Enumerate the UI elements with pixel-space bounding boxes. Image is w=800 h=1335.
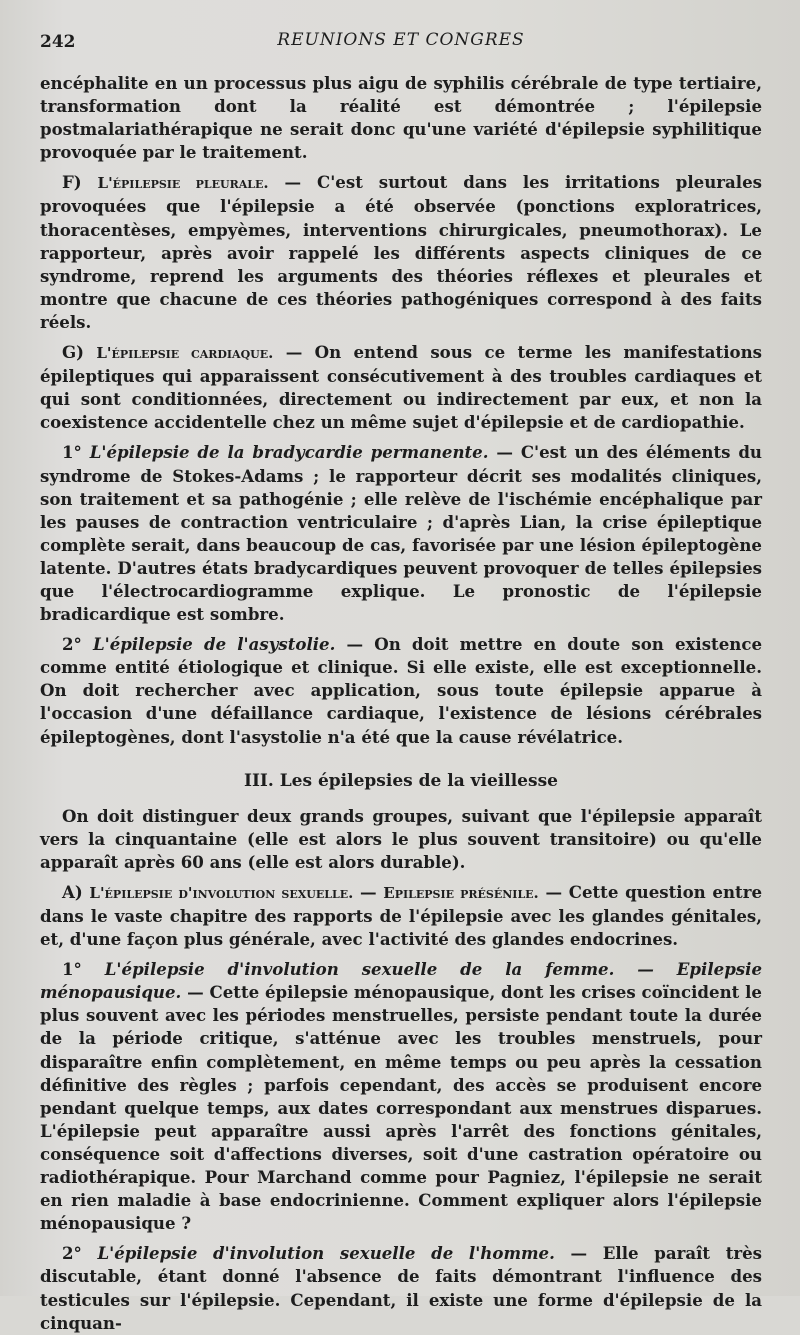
- item-title-secondary: Epilepsie présénile.: [383, 883, 539, 902]
- item-letter: F): [62, 172, 98, 193]
- item-text: — C'est un des éléments du syndrome de Stokes-Adams ; le rapporteur décrit ses modalités cliniques, son traitement et sa pathogénie ; elle relève de l'ischémie encéphalique par les pauses de contraction ventriculaire ; d'après Lian, la crise épileptique complète serait, dans beaucoup de cas, favorisée par une lésion épileptogène latente. D'autres états bradycardiques peuvent provoquer de telles épilepsies que l'électrocardiogramme explique. Le pronostic de l'épilepsie bradicardique est sombre.: [40, 442, 762, 625]
- item-title: L'épilepsie de l'asystolie.: [92, 634, 336, 655]
- item-title: L'épilepsie d'involution sexuelle de l'homme.: [97, 1243, 555, 1264]
- paragraph-female-involution: [40, 958, 762, 1235]
- paragraph-bradycardia: [40, 441, 762, 626]
- item-text: — Elle paraît très discutable, étant donné l'absence de faits démontrant l'influence des testicules sur l'épilepsie. Cependant, il existe une forme d'épilepsie de la cinquan-: [40, 1243, 762, 1333]
- running-title: REUNIONS ET CONGRES: [277, 30, 525, 50]
- paragraph-section-intro: On doit distinguer deux grands groupes, suivant que l'épilepsie apparaît vers la cinquantaine (elle est alors le plus souvent transitoire) ou qu'elle apparaît après 60 ans (elle est alors durable).: [40, 805, 762, 872]
- item-text: — On doit mettre en doute son existence comme entité étiologique et clinique. Si elle existe, elle est exceptionnelle. On doit rechercher avec application, sous toute épilepsie apparue à l'occasion d'une défaillance cardiaque, l'existence de lésions cérébrales épileptogènes, dont l'asystolie n'a été que la cause révélatrice.: [40, 634, 763, 747]
- item-title: L'épilepsie cardiaque.: [96, 344, 274, 363]
- item-text: — On entend sous ce terme les manifestations épileptiques qui apparaissent consécutivement à des troubles cardiaques et qui sont conditionnées, directement ou indirectement par eux, et non la coexistence accidentelle chez un même sujet d'épilepsie et de cardiopathie.: [40, 342, 762, 433]
- paragraph-pleural-epilepsy: [40, 171, 762, 334]
- item-text: — Cette question entre dans le vaste chapitre des rapports de l'épilepsie avec les glandes génitales, et, d'une façon plus générale, avec l'activité des glandes endocrines.: [40, 881, 762, 950]
- section-heading: III. Les épilepsies de la vieillesse: [244, 770, 558, 791]
- item-letter: G): [62, 342, 97, 363]
- paragraph-continuation: encéphalite en un processus plus aigu de syphilis cérébrale de type tertiaire, transformation dont la réalité est démontrée ; l'épilepsie postmalariathérapique ne serait donc qu'une variété d'épilepsie syphilitique provoquée par le traitement.: [40, 73, 762, 163]
- item-title: L'épilepsie d'involution sexuelle de la femme. — Epilepsie ménopausique.: [40, 959, 762, 1003]
- body-text: [40, 72, 762, 1335]
- item-title: L'épilepsie de la bradycardie permanente.: [89, 442, 489, 463]
- item-title: L'épilepsie pleurale.: [97, 174, 269, 193]
- paragraph-asystole: [40, 633, 762, 748]
- item-title: L'épilepsie d'involution sexuelle.: [89, 883, 354, 902]
- item-number: 2°: [62, 1243, 98, 1264]
- item-text: — Cette épilepsie ménopausique, dont les crises coïncident le plus souvent avec les périodes menstruelles, persiste pendant toute la durée de la période critique, s'atténue avec les troubles menstruels, pour disparaître enfin complètement, en même temps ou peu après la cessation définitive des règles ; parfois cependant, des accès se produisent encore pendant quelque temps, aux dates correspondant aux menstrues disparues. L'épilepsie peut apparaître aussi après l'arrêt des fonctions génitales, conséquence soit d'affections diverses, soit d'une castration opératoire ou radiothérapique. Pour Marchand comme pour Pagniez, l'épilepsie ne serait en rien maladie à base endocrinienne. Comment expliquer alors l'épilepsie ménopausique ?: [40, 982, 762, 1234]
- item-letter: A): [62, 881, 90, 902]
- item-number: 1°: [62, 442, 90, 463]
- item-number: 1°: [62, 959, 105, 980]
- item-number: 2°: [62, 634, 93, 655]
- item-separator: —: [353, 881, 384, 902]
- paragraph-cardiac-epilepsy: [40, 341, 762, 434]
- paragraph-sexual-involution: [40, 881, 762, 951]
- page-number: 242: [40, 32, 76, 52]
- paragraph-male-involution: [40, 1242, 762, 1334]
- item-text: — C'est surtout dans les irritations pleurales provoquées que l'épilepsie a été observée (ponctions exploratrices, thoracentèses, empyèmes, interventions chirurgicales, pneumothorax). Le rapporteur, après avoir rappelé les différents aspects cliniques de ce syndrome, reprend les arguments des théories réflexes et pleurales et montre que chacune de ces théories pathogéniques correspond à des faits réels.: [40, 172, 762, 332]
- running-header: [40, 28, 762, 62]
